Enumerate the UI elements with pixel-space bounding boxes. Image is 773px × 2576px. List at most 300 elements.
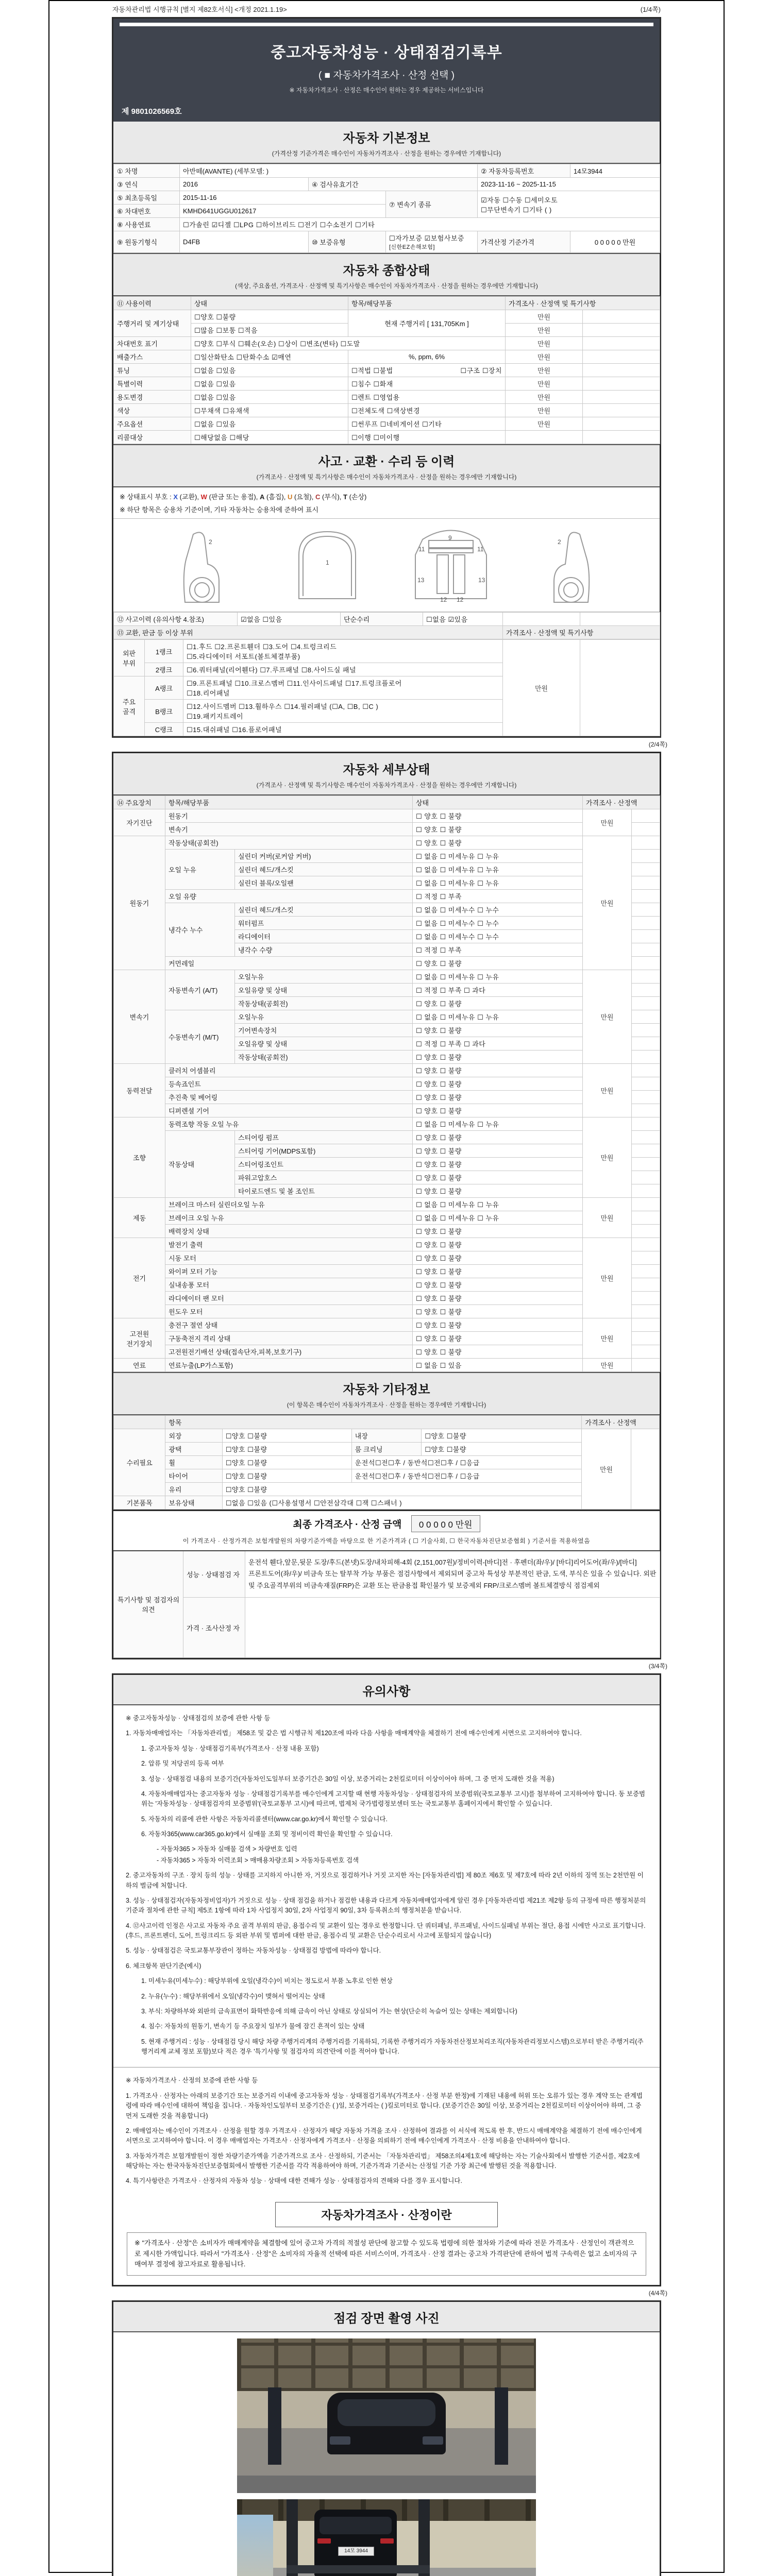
item-state[interactable]: ☐ 양호 ☐ 불량 <box>413 1332 583 1345</box>
mileage-price: 만원 <box>506 310 583 324</box>
section-title: 자동차 종합상태 <box>343 264 430 278</box>
polish-label: 광택 <box>165 1443 222 1456</box>
recall-detail[interactable]: ☐이행 ☐미이행 <box>348 431 506 444</box>
section-price: 만원 <box>583 1117 632 1198</box>
item-state[interactable]: ☐ 없음 ☐ 미세누유 ☐ 누유 <box>413 850 583 863</box>
diagram-label: 9 <box>448 534 452 541</box>
warranty-insurer: [신한EZ손해보험] <box>389 244 435 250</box>
final-price-box <box>113 1510 660 1550</box>
item-remark <box>632 1037 660 1050</box>
item-remark <box>632 1345 660 1359</box>
possession-state[interactable]: ☐없음 ☐있음 (☐사용설명서 ☐안전삼각대 ☐잭 ☐스패너 ) <box>222 1496 582 1510</box>
item-state[interactable]: ☐ 없음 ☐ 미세누수 ☐ 누수 <box>413 917 583 930</box>
inspector-comment: 운전석 휀다,앞문,뒷문 도장/후드(본넷)도장/내차피해-4회 (2,151,007원)/정비이력-[바디]전 · 후펜더(좌/우)/ [바디]리어도어(좌/우)/[바디]프론트도어(좌/우)/ 비금속 또는 탈부착 가능 부품은 점검사항에서 제외되며 중고차 특성상 부분적인 판금, 도색, 부식은 있을 수 있습니다. 외판 및 주요골격부위의 비금속재질(FRP)은 교환 또는 판금용접 확인불가 및 보증제외 FRP/크로스멤버 볼트체결방식 점검제외 <box>245 1551 660 1598</box>
item-remark <box>632 850 660 863</box>
col-state: 상태 <box>413 796 583 809</box>
item-state[interactable]: ☐ 양호 ☐ 불량 <box>413 1305 583 1318</box>
car-outline-svg <box>113 519 660 612</box>
row-color-label: 색상 <box>114 404 191 417</box>
col-state: 상태 <box>191 297 348 310</box>
exterior-label: 외장 <box>165 1429 222 1443</box>
section-accident-history <box>113 444 660 487</box>
item-remark <box>632 1024 660 1037</box>
device-group-연료: 연료 <box>114 1359 165 1372</box>
inspector-label: 성능 · 상태점검 자 <box>183 1551 245 1598</box>
item-label: 실린더 블록/오일팬 <box>235 876 413 890</box>
options-remark <box>583 417 660 431</box>
recall-price <box>506 431 583 444</box>
note-paragraph: 3. 자동차가격은 보험개발원이 정한 차량기준가액을 기준가격으로 조사 · 산정하되, 기준서는 「자동차관리법」 제58조의4제1호에 해당하는 자는 기술사회에서 발행한 기준서를, 제2호에 해당하는 자는 한국자동차진단보증협회에서 발행한 기준서를 각각 적용하여야 하며, 기준가격과 기준서는 산정일 기준 가장 최근에 발행된 것을 적용합니다. <box>126 2152 640 2170</box>
diagram-label: 2 <box>209 538 212 546</box>
section-title: 유의사항 <box>362 1685 411 1699</box>
tuning-price: 만원 <box>506 364 583 377</box>
possession-label: 보유상태 <box>165 1496 222 1510</box>
etc-remark <box>631 1429 659 1510</box>
item-state[interactable]: ☐ 양호 ☐ 불량 <box>413 1171 583 1184</box>
item-remark <box>632 1238 660 1251</box>
item-state[interactable]: ☐ 적정 ☐ 부족 <box>413 890 583 903</box>
section-title: 자동차 기타정보 <box>343 1383 430 1397</box>
special-history-price: 만원 <box>506 377 583 391</box>
form-ref-text: 자동차관리법 시행규칙 [별지 제82호서식] <개정 2021.1.19> <box>112 6 287 13</box>
item-label: 냉각수 수량 <box>235 943 413 957</box>
glass-label: 유리 <box>165 1483 222 1496</box>
item-label: 와이퍼 모터 기능 <box>165 1265 413 1278</box>
item-label: 기어변속장치 <box>235 1024 413 1037</box>
price-remarks-header: 가격조사 · 산정액 및 특기사항 <box>503 626 660 639</box>
roomcleaning-state[interactable]: ☐양호 ☐불량 <box>422 1443 582 1456</box>
value-model-year: 2016 <box>180 178 309 191</box>
document-title: 중고자동차성능 · 상태점검기록부 <box>271 44 502 61</box>
row-mileage-label: 주행거리 및 계기상태 <box>114 310 191 337</box>
section-etc-info <box>113 1372 660 1415</box>
item-remark <box>632 1184 660 1198</box>
item-state[interactable]: ☐ 양호 ☐ 불량 <box>413 1184 583 1198</box>
item-state[interactable]: ☐ 양호 ☐ 불량 <box>413 1024 583 1037</box>
item-remark <box>632 1064 660 1077</box>
item-state[interactable]: ☐ 없음 ☐ 미세누유 ☐ 누유 <box>413 1211 583 1225</box>
note-paragraph: 3. 성능 · 상태점검자(자동차정비업자)가 거짓으로 성능 · 상태 점검을 하거나 점검한 내용과 다르게 자동차매매업자에게 알린 경우 [자동차관리법 제21조 제2항 등의 규정에 따른 행정처분의 기준과 절차에 관한 규칙] 제5조 1항에 따라 1차 사업정지 30일, 2차 사업정지 90일, 3차 등록취소의 행정처분을 받습니다. <box>126 1896 646 1914</box>
emission-remark <box>583 350 660 364</box>
tuning-detail[interactable]: ☐적법 ☐불법 ☐구조 ☐장치 <box>348 364 506 377</box>
row-special-history-label: 특별이력 <box>114 377 191 391</box>
vin-mark-state[interactable]: ☐양호 ☐부식 ☐훼손(오손) ☐상이 ☐변조(변타) ☐도말 <box>191 337 506 350</box>
item-remark <box>632 1158 660 1171</box>
car-damage-diagram <box>113 519 660 612</box>
item-label: 변속기 <box>165 823 413 836</box>
tuning-remark <box>583 364 660 377</box>
item-state[interactable]: ☐ 양호 ☐ 불량 <box>413 1251 583 1265</box>
item-label: 발전기 출력 <box>165 1238 413 1251</box>
item-remark <box>632 984 660 997</box>
value-base-price: 0 0 0 0 0 만원 <box>570 231 660 253</box>
item-state[interactable]: ☐ 없음 ☐ 미세누유 ☐ 누유 <box>413 970 583 984</box>
row-emission-label: 배출가스 <box>114 350 191 364</box>
section-caution <box>113 1675 660 1705</box>
overall-state-table <box>113 296 660 444</box>
label-base-price: 가격산정 기준가격 <box>478 231 570 253</box>
options-state[interactable]: ☐없음 ☐있음 <box>191 417 348 431</box>
item-remark <box>632 957 660 970</box>
vin-mark-price: 만원 <box>506 337 583 350</box>
inspection-photo-rear <box>237 2499 536 2576</box>
value-warranty-type[interactable]: ☐자가보증 ☑보험사보증 [신한EZ손해보험] <box>386 231 478 253</box>
row-options-label: 주요옵션 <box>114 417 191 431</box>
section-price: 만원 <box>583 809 632 836</box>
label-car-name: ① 차명 <box>114 164 180 178</box>
roomcleaning-label: 룸 크리닝 <box>351 1443 422 1456</box>
appraiser-comment <box>245 1598 660 1658</box>
page-number-3: (3/4쪽) <box>648 1663 667 1670</box>
item-state[interactable]: ☐ 양호 ☐ 불량 <box>413 823 583 836</box>
value-vin: KMHD641UGGU012617 <box>180 205 386 218</box>
diagram-label: 13 <box>417 577 425 584</box>
item-state[interactable]: ☐ 양호 ☐ 불량 <box>413 1292 583 1305</box>
note-paragraph: ※ 중고자동차성능 · 상태점검의 보증에 관한 사항 등 <box>126 1715 271 1722</box>
item-remark <box>632 863 660 876</box>
mileage-state[interactable]: ☐양호 ☐불량 <box>191 310 348 324</box>
label-inspection-period: ④ 검사유효기간 <box>309 178 478 191</box>
interior-state[interactable]: ☐양호 ☐불량 <box>422 1429 582 1443</box>
item-state[interactable]: ☐ 적정 ☐ 부족 <box>413 943 583 957</box>
odometer-price: 만원 <box>506 324 583 337</box>
row-usage-change-label: 용도변경 <box>114 391 191 404</box>
accident-flags-table <box>113 612 660 639</box>
state-code-T: T <box>343 493 347 501</box>
rankC-label: C랭크 <box>145 723 183 736</box>
color-state[interactable]: ☐무채색 ☐유채색 <box>191 404 348 417</box>
tire-positions[interactable]: 운전석☐전☐후 / 동반석☐전☐후 / ☐응급 <box>351 1469 582 1483</box>
item-label: 고전원전기배선 상태(접속단자,피복,보호기구) <box>165 1345 413 1359</box>
item-label: 라디에이터 <box>235 930 413 943</box>
subgroup-label: 오일 누유 <box>165 850 235 890</box>
col-item: 항목 <box>165 1416 582 1429</box>
note-paragraph: - 자동차365 > 자동차 실매물 검색 > 차량번호 입력 <box>157 1845 297 1853</box>
item-state[interactable]: ☐ 양호 ☐ 불량 <box>413 957 583 970</box>
state-code-notes <box>113 487 660 519</box>
rankB-items[interactable]: ☐12.사이드멤버 ☐13.휠하우스 ☐14.필러패널 (☐A, ☐B, ☐C ) ☐19.패키지트레이 <box>183 700 503 723</box>
rank2-items[interactable]: ☐6.쿼터패널(리어휀다) ☐7.루프패널 ☐8.사이드실 패널 <box>183 663 503 676</box>
item-remark <box>632 1144 660 1158</box>
item-state[interactable]: ☐ 양호 ☐ 불량 <box>413 1050 583 1064</box>
item-state[interactable]: ☐ 없음 ☐ 있음 <box>413 1359 583 1372</box>
item-state[interactable]: ☐ 없음 ☐ 미세누유 ☐ 누유 <box>413 1198 583 1211</box>
glass-state[interactable]: ☐양호 ☐불량 <box>222 1483 582 1496</box>
accident-history-state[interactable]: ☑없음 ☐있음 <box>238 613 341 626</box>
col-price: 가격조사 · 산정액 <box>582 1416 660 1429</box>
item-remark <box>632 890 660 903</box>
item-label: 작동상태(공회전) <box>235 1050 413 1064</box>
odometer-state[interactable]: ☐많음 ☐보통 ☐적음 <box>191 324 348 337</box>
section-price: 만원 <box>583 1064 632 1117</box>
item-remark <box>632 1091 660 1104</box>
price-definition-text: ※ "가격조사 · 산정"은 소비자가 매매계약을 체결함에 있어 중고차 가격의 적절성 판단에 참고할 수 있도록 법령에 의한 절차와 기준에 따라 전문 가격조사 · 산정인이 객관적으로 제시한 가액입니다. 따라서 "가격조사 · 산정"은 소비자의 자율적 선택에 따른 서비스이며, 가격조사 · 산정 결과는 중고차 가격판단에 관하여 법적 구속력은 없고 소비자의 구매여부 결정에 참고자료로 활용됩니다. <box>127 2232 646 2276</box>
note-paragraph: 4. 침수: 자동차의 원동기, 변속기 등 주요장치 일부가 물에 잠긴 흔적이 있는 상태 <box>141 2023 365 2030</box>
tire-state[interactable]: ☐양호 ☐불량 <box>222 1469 351 1483</box>
diagram-label: 12 <box>457 596 464 603</box>
label-fuel: ⑧ 사용연료 <box>114 218 180 231</box>
item-remark <box>632 1198 660 1211</box>
usage-change-state[interactable]: ☐없음 ☐있음 <box>191 391 348 404</box>
rank1-items[interactable]: ☐1.후드 ☐2.프론트휀더 ☐3.도어 ☐4.트렁크리드 ☐5.라디에이터 서포트(볼트체결부품) <box>183 640 503 663</box>
value-reg-no: 14모3944 <box>570 164 660 178</box>
transmission-options-line1[interactable]: ☑자동 ☐수동 ☐세미오토 <box>481 196 558 204</box>
rankC-items[interactable]: ☐15.대쉬패널 ☐16.플로어패널 <box>183 723 503 736</box>
note-paragraph: 1. 중고자동차 성능 · 상태점검기록부(가격조사 · 산정 내용 포함) <box>141 1744 319 1752</box>
inspection-photo-front <box>237 2338 536 2493</box>
value-first-reg: 2015-11-16 <box>180 191 386 205</box>
note-paragraph: 2. 압류 및 저당권의 등록 여부 <box>141 1760 224 1768</box>
col-item-part: 항목/해당부품 <box>165 796 413 809</box>
item-remark <box>632 1225 660 1238</box>
tuning-kind[interactable]: ☐구조 ☐장치 <box>460 367 502 375</box>
section-price: 만원 <box>583 1318 632 1359</box>
simple-repair-state[interactable]: ☐없음 ☑있음 <box>423 613 503 626</box>
note-paragraph: 3. 부식: 차량하부와 외판의 금속표면이 화학반응에 의해 금속이 아닌 상태로 상실되어 가는 현상(단순히 녹슬어 있는 상태는 제외합니다) <box>141 2007 517 2015</box>
rankA-items[interactable]: ☐9.프론트패널 ☐10.크로스멤버 ☐11.인사이드패널 ☐17.트렁크플로어 ☐18.리어패널 <box>183 676 503 700</box>
item-state[interactable]: ☐ 양호 ☐ 불량 <box>413 1077 583 1091</box>
subgroup-label: 수동변속기 (M/T) <box>165 1010 235 1064</box>
value-car-name: 아반떼(AVANTE) (세부모델: ) <box>180 164 478 178</box>
section-title: 자동차 세부상태 <box>343 763 430 777</box>
item-state[interactable]: ☐ 양호 ☐ 불량 <box>413 1345 583 1359</box>
diagram-label: 12 <box>440 596 447 603</box>
item-state[interactable]: ☐ 없음 ☐ 미세누수 ☐ 누수 <box>413 903 583 917</box>
item-label: 워터펌프 <box>235 917 413 930</box>
row-recall-label: 리콜대상 <box>114 431 191 444</box>
item-remark <box>632 1251 660 1265</box>
section-subtitle: (가격산정 기준가격은 매수인이 자동차가격조사 · 산정을 원하는 경우에만 기재합니다) <box>272 150 501 157</box>
final-price-amount: 0 0 0 0 0 만원 <box>411 1515 480 1532</box>
remarks-side-label: 특기사항 및 점검자의 의견 <box>114 1551 183 1658</box>
etc-info-table <box>113 1415 660 1510</box>
note-paragraph: 5. 성능 · 상태점검은 국토교통부장관이 정하는 자동차성능 · 상태점검 방법에 따라야 합니다. <box>126 1947 381 1955</box>
usage-change-price: 만원 <box>506 391 583 404</box>
diagram-label: 11 <box>477 546 484 553</box>
state-code-W: W <box>200 493 207 501</box>
group-outer-panel: 외판 부위 <box>114 640 145 676</box>
exchange-header: ⑬ 교환, 판금 등 이상 부위 <box>114 626 503 639</box>
recall-state[interactable]: ☐해당없음 ☐해당 <box>191 431 348 444</box>
note-paragraph: 5. 현재 주행거리 : 성능 · 상태점검 당시 해당 차량 주행거리계의 주행거리를 기록하되, 기록한 주행거리가 자동차전산정보처리조직(자동차관리정보시스템)으로부터 받은 주행거리(주행거리계 교체 정보 포함)보다 적은 경우 '특기사항 및 점검자의 의견'란에 이를 적어야 합니다. <box>141 2038 644 2055</box>
state-code-C: C <box>315 493 321 501</box>
header-bar <box>120 23 653 26</box>
item-label: 실린더 커버(로커암 커버) <box>235 850 413 863</box>
exterior-state[interactable]: ☐양호 ☐불량 <box>222 1429 351 1443</box>
item-label: 원동기 <box>165 809 413 823</box>
item-label: 파워고압호스 <box>235 1171 413 1184</box>
item-state[interactable]: ☐ 양호 ☐ 불량 <box>413 1144 583 1158</box>
item-state[interactable]: ☐ 양호 ☐ 불량 <box>413 1131 583 1144</box>
item-state[interactable]: ☐ 양호 ☐ 불량 <box>413 836 583 850</box>
item-label: 브레이크 오일 누유 <box>165 1211 413 1225</box>
diagram-label: 1 <box>326 559 329 566</box>
item-remark <box>632 809 660 823</box>
col-item-part: 항목/해당부품 <box>348 297 506 310</box>
item-state[interactable]: ☐ 양호 ☐ 불량 <box>413 1091 583 1104</box>
item-state[interactable]: ☐ 없음 ☐ 미세누수 ☐ 누수 <box>413 930 583 943</box>
item-remark <box>632 823 660 836</box>
item-state[interactable]: ☐ 양호 ☐ 불량 <box>413 1238 583 1251</box>
section-price: 만원 <box>583 1198 632 1238</box>
wheel-label: 휠 <box>165 1456 222 1469</box>
item-state[interactable]: ☐ 양호 ☐ 불량 <box>413 1265 583 1278</box>
item-remark <box>632 1278 660 1292</box>
item-state[interactable]: ☐ 양호 ☐ 불량 <box>413 997 583 1010</box>
wheel-positions[interactable]: 운전석☐전☐후 / 동반석☐전☐후 / ☐응급 <box>351 1456 582 1469</box>
item-label: 라디에이터 팬 모터 <box>165 1292 413 1305</box>
section-price: 만원 <box>583 970 632 1064</box>
tuning-state[interactable]: ☐없음 ☐있음 <box>191 364 348 377</box>
polish-state[interactable]: ☐양호 ☐불량 <box>222 1443 351 1456</box>
emission-state[interactable]: ☐일산화탄소 ☐탄화수소 ☑매연 <box>191 350 348 364</box>
item-label: 오일누유 <box>235 1010 413 1024</box>
section-price: 만원 <box>583 1238 632 1318</box>
item-label: 스티어링 기어(MDPS포함) <box>235 1144 413 1158</box>
note-paragraph: 4. ⑫사고이력 인정은 사고로 자동차 주요 골격 부위의 판금, 용접수리 및 교환이 있는 경우로 한정합니다. 단 쿼터패널, 루프패널, 사이드실패널 부위는 절단, 용접 시에만 사고로 표기합니다. (후드, 프론트펜더, 도어, 트렁크리드 등 외판 부위 및 범퍼에 대한 판금, 용접수리 및 교환은 단순수리로서 사고에 포함되지 않습니다) <box>126 1922 646 1939</box>
wheel-state[interactable]: ☐양호 ☐불량 <box>222 1456 351 1469</box>
section-subtitle: (색상, 주요옵션, 가격조사 · 산정액 및 특기사항은 매수인이 자동차가격조사 · 산정을 원하는 경우에만 기재합니다) <box>235 282 538 290</box>
item-remark <box>632 1010 660 1024</box>
item-remark <box>632 1292 660 1305</box>
label-vin: ⑥ 차대번호 <box>114 205 180 218</box>
transmission-options-line2[interactable]: ☐무단변속기 ☐기타 ( ) <box>481 206 552 214</box>
appraiser-label: 가격 · 조사산정 자 <box>183 1598 245 1658</box>
special-history-detail[interactable]: ☐침수 ☐화재 <box>348 377 506 391</box>
item-remark <box>632 1359 660 1372</box>
price-definition-title: 자동차가격조사 · 산정이란 <box>275 2202 498 2227</box>
item-label: 스티어링조인트 <box>235 1158 413 1171</box>
item-label: 배력장치 상태 <box>165 1225 413 1238</box>
item-state[interactable]: ☐ 양호 ☐ 불량 <box>413 809 583 823</box>
section-price: 만원 <box>583 836 632 970</box>
item-label: 시동 모터 <box>165 1251 413 1265</box>
item-label: 실린더 헤드/개스킷 <box>235 863 413 876</box>
item-state[interactable]: ☐ 적정 ☐ 부족 ☐ 과다 <box>413 1037 583 1050</box>
panel-page4 <box>112 2300 661 2576</box>
item-state[interactable]: ☐ 양호 ☐ 불량 <box>413 1225 583 1238</box>
value-transmission[interactable] <box>478 191 660 218</box>
license-plate: 14모 3944 <box>338 2547 374 2556</box>
value-engine-type: D4FB <box>180 231 309 253</box>
item-remark <box>632 903 660 917</box>
item-remark <box>632 836 660 850</box>
label-reg-no: ② 자동차등록번호 <box>478 164 570 178</box>
usage-change-remark <box>583 391 660 404</box>
item-remark <box>632 970 660 984</box>
item-state[interactable]: ☐ 양호 ☐ 불량 <box>413 1318 583 1332</box>
subgroup-label: 작동상태 <box>165 1131 235 1198</box>
options-detail[interactable]: ☐썬루프 ☐네비게이션 ☐기타 <box>348 417 506 431</box>
item-label: 타이로드엔드 및 볼 조인트 <box>235 1184 413 1198</box>
note-paragraph: 4. 특기사항란은 가격조사 · 산정자의 자동차 성능 · 상태에 대한 견해가 성능 · 상태점검자의 견해와 다를 경우 표시합니다. <box>126 2177 462 2185</box>
item-state[interactable]: ☐ 양호 ☐ 불량 <box>413 1158 583 1171</box>
device-group-고전원 전기장치: 고전원 전기장치 <box>114 1318 165 1359</box>
note-paragraph: 2. 매매업자는 매수인이 가격조사 · 산정을 원할 경우 가격조사 · 산정자가 해당 자동차 가격을 조사 · 산정하여 결과를 이 서식에 적도록 한 후, 반드시 매매계약을 체결하기 전에 매수인에게 서면으로 고지하여야 합니다. 이 경우 매매업자는 가격조사 · 산정자에게 가격조사 · 산정을 의뢰하기 전에 매수인에게 가격조사 · 산정 비용을 안내하여야 합니다. <box>126 2127 642 2145</box>
item-remark <box>632 1305 660 1318</box>
col-usage-history: ⑪ 사용이력 <box>114 297 191 310</box>
state-code-X: X <box>173 493 178 501</box>
special-history-state[interactable]: ☐없음 ☐있음 <box>191 377 348 391</box>
item-state[interactable]: ☐ 적정 ☐ 부족 ☐ 과다 <box>413 984 583 997</box>
value-fuel[interactable]: ☐가솔린 ☑디젤 ☐LPG ☐하이브리드 ☐전기 ☐수소전기 ☐기타 <box>180 218 660 231</box>
row-vin-mark-label: 차대번호 표기 <box>114 337 191 350</box>
item-remark <box>632 1104 660 1117</box>
emission-price: 만원 <box>506 350 583 364</box>
item-remark <box>632 1211 660 1225</box>
section-title: 점검 장면 촬영 사진 <box>333 2312 440 2326</box>
document-subtitle: ( ■ 자동차가격조사 · 산정 선택 ) <box>318 70 455 81</box>
color-price: 만원 <box>506 404 583 417</box>
note-paragraph: 6. 체크항목 판단기준(예시) <box>126 1962 201 1970</box>
device-group-조향: 조향 <box>114 1117 165 1198</box>
emission-values: %, ppm, 6% <box>348 350 506 364</box>
odometer-remark <box>583 324 660 337</box>
col-major-device: ⑭ 주요장치 <box>114 796 165 809</box>
color-detail[interactable]: ☐전체도색 ☐색상변경 <box>348 404 506 417</box>
item-label: 오일누유 <box>235 970 413 984</box>
section-subtitle: (가격조사 · 산정액 및 특기사항은 매수인이 자동차가격조사 · 산정을 원하는 경우에만 기재합니다) <box>256 782 517 789</box>
item-state[interactable]: ☐ 없음 ☐ 미세누유 ☐ 누유 <box>413 876 583 890</box>
section-photos <box>113 2302 660 2332</box>
section-title: 자동차 기본정보 <box>343 131 430 145</box>
note-paragraph: 1. 가격조사 · 산정자는 아래의 보증기간 또는 보증거리 이내에 중고자동차 성능 · 상태점검기록부(가격조사 · 산정 부분 한정)에 기재된 내용에 허위 또는 오류가 있는 경우 계약 또는 관계법령에 따라 매수인에 대하여 책임을 집니다. · 자동차인도일부터 보증기간은 ( )일, 보증거리는 ( )킬로미터로 합니다. (보증기간은 30일 이상, 보증거리는 2천킬로미터 이상이어야 하며, 그 중 먼저 도래한 것을 적용합니다) <box>126 2092 643 2120</box>
usage-change-detail[interactable]: ☐렌트 ☐영업용 <box>348 391 506 404</box>
diagram-label: 13 <box>478 577 485 584</box>
item-state[interactable]: ☐ 없음 ☐ 미세누유 ☐ 누유 <box>413 1010 583 1024</box>
item-remark <box>632 1131 660 1144</box>
simple-repair-label: 단순수리 <box>341 613 423 626</box>
device-group-변속기: 변속기 <box>114 970 165 1064</box>
document-number: 제 9801026569호 <box>122 107 182 116</box>
item-remark <box>632 876 660 890</box>
device-group-동력전달: 동력전달 <box>114 1064 165 1117</box>
item-label: 실린더 헤드/개스킷 <box>235 903 413 917</box>
row-tuning-label: 튜닝 <box>114 364 191 377</box>
panel-page3 <box>112 1673 661 2286</box>
page-number-4: (4/4쪽) <box>648 2290 667 2297</box>
vin-mark-remark <box>583 337 660 350</box>
item-remark <box>632 1050 660 1064</box>
item-label: 실내송풍 모터 <box>165 1278 413 1292</box>
section-subtitle: (가격조사 · 산정액 및 특기사항은 매수인이 자동차가격조사 · 산정을 원하는 경우에만 기재합니다) <box>256 473 517 481</box>
note-paragraph: 3. 성능 · 상태점검 내용의 보증기간(자동차인도일부터 보증기간은 30일 이상, 보증거리는 2천킬로미터 이상이어야 하며, 그 중 먼저 도래한 것을 적용) <box>141 1775 554 1783</box>
basic-info-table <box>113 164 660 253</box>
item-state[interactable]: ☐ 양호 ☐ 불량 <box>413 1104 583 1117</box>
group-main-frame: 주요 골격 <box>114 676 145 736</box>
item-state[interactable]: ☐ 없음 ☐ 미세누유 ☐ 누유 <box>413 863 583 876</box>
item-remark <box>632 1171 660 1184</box>
diagram-label: 11 <box>418 546 425 553</box>
item-state[interactable]: ☐ 없음 ☐ 미세누유 ☐ 누유 <box>413 1117 583 1131</box>
rank-remark <box>580 640 660 736</box>
item-label: 충전구 절연 상태 <box>165 1318 413 1332</box>
item-remark <box>632 943 660 957</box>
item-label: 스티어링 펌프 <box>235 1131 413 1144</box>
item-state[interactable]: ☐ 양호 ☐ 불량 <box>413 1064 583 1077</box>
item-state[interactable]: ☐ 양호 ☐ 불량 <box>413 1278 583 1292</box>
item-remark <box>632 1265 660 1278</box>
caution-price-items <box>113 2067 660 2192</box>
item-label: 동력조향 작동 오일 누유 <box>165 1117 413 1131</box>
item-remark <box>632 1318 660 1332</box>
rankA-label: A랭크 <box>145 676 183 700</box>
item-label: 오일 유량 <box>165 890 413 903</box>
options-price: 만원 <box>506 417 583 431</box>
item-label: 오일유량 및 상태 <box>235 984 413 997</box>
device-group-전기: 전기 <box>114 1238 165 1318</box>
item-remark <box>632 1332 660 1345</box>
